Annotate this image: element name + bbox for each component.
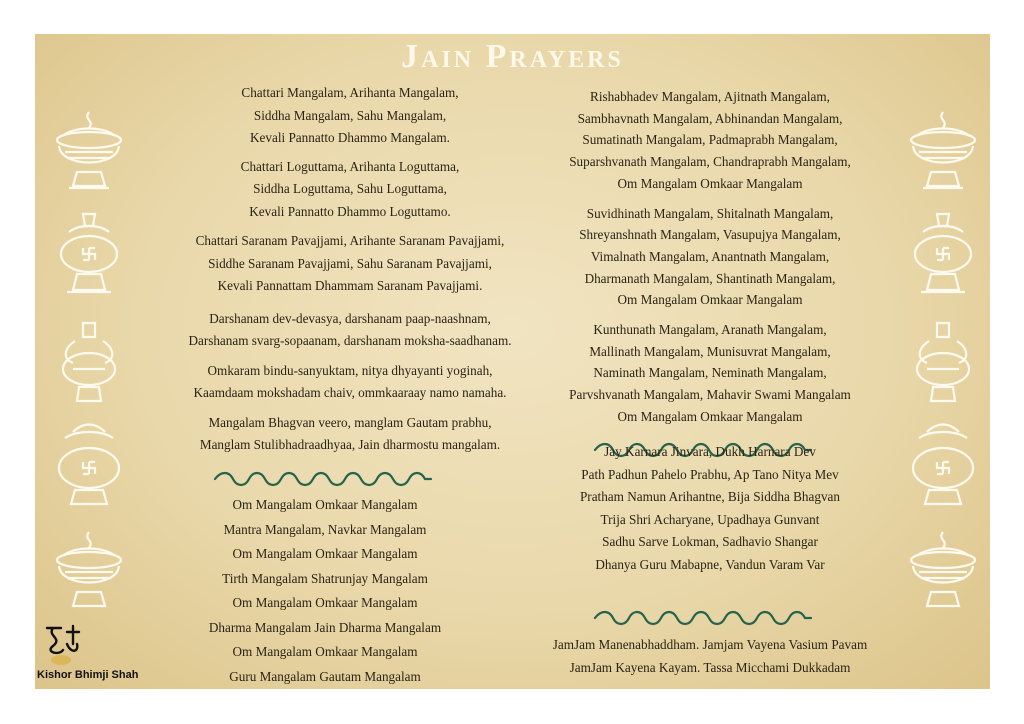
verse-line: Rishabhadev Mangalam, Ajitnath Mangalam, (590, 89, 830, 104)
verse-line: Chattari Saranam Pavajjami, Arihante Saranam Pavajjami, (195, 233, 505, 248)
kalash-swastika-icon (43, 210, 135, 298)
verse-line: Parvshvanath Mangalam, Mahavir Swami Mangalam (569, 387, 851, 403)
verse-line: Siddhe Saranam Pavajjami, Sahu Saranam Pavajjami, (208, 255, 492, 271)
page-title: Jain Prayers (401, 38, 624, 75)
verse-line: Kevali Pannattam Dhammam Saranam Pavajjami. (217, 278, 483, 293)
stanza (520, 203, 900, 312)
left-bottom-verses (160, 493, 490, 689)
verse-line: Siddha Loguttama, Sahu Loguttama, (253, 181, 447, 196)
verse-line: Naminath Mangalam, Neminath Mangalam, (593, 365, 827, 381)
verse-line: Om Mangalam Omkaar Mangalam (617, 175, 803, 191)
verse-line: Om Mangalam Omkaar Mangalam (232, 497, 418, 512)
stanza (140, 412, 560, 457)
kalash-swastika-icon (43, 422, 135, 510)
verse-line: Siddha Mangalam, Sahu Mangalam, (253, 107, 447, 123)
verse-line: Dharma Mangalam Jain Dharma Mangalam (208, 619, 442, 635)
verse-line: Mangalam Bhagvan veero, manglam Gautam prabhu, (208, 414, 492, 430)
right-top-stanzas (520, 86, 900, 428)
stanza (140, 230, 560, 298)
verse-line: Kevali Pannatto Dhammo Loguttamo. (249, 203, 451, 219)
verse-line: Vimalnath Mangalam, Anantnath Mangalam, (590, 248, 830, 264)
author-name: Kishor Bhimji Shah (37, 669, 139, 681)
kalash-swastika-icon (897, 422, 989, 510)
verse-line: Om Mangalam Omkaar Mangalam (232, 644, 418, 659)
prayer-sheet (35, 34, 990, 689)
verse-line: Sadhu Sarve Lokman, Sadhavio Shangar (602, 534, 818, 549)
verse-line: Darshanam svarg-sopaanam, darshanam moksha-saadhanam. (188, 333, 512, 348)
verse-line: Om Mangalam Omkaar Mangalam (232, 595, 418, 610)
verse-line: Jay Karnara Jinvara, Dukh Harnara Dev (604, 444, 816, 459)
ornament-divider-left (213, 471, 433, 487)
verse-line: Darshanam dev-devasya, darshanam paap-naashnam, (209, 310, 491, 326)
verse-line: Mallinath Mangalam, Munisuvrat Mangalam, (589, 343, 831, 359)
verse-line: Trija Shri Acharyane, Upadhaya Gunvant (600, 511, 820, 527)
verse-line: Kevali Pannatto Dhammo Mangalam. (250, 130, 450, 145)
verse-line: Kaamdaam mokshadam chaiv, ommkaaraay namo namaha. (193, 385, 507, 400)
verse-line: Omkaram bindu-sanyuktam, nitya dhyayanti yoginah, (207, 362, 493, 378)
stanza (520, 319, 900, 428)
vase-icon (43, 319, 135, 407)
kalash-urn-icon (43, 526, 135, 614)
verse-line: Mantra Mangalam, Navkar Mangalam (223, 521, 427, 537)
kalash-swastika-icon (897, 210, 989, 298)
verse-line: JamJam Manenabhaddham. Jamjam Vayena Vasium Pavam (552, 637, 868, 652)
verse-line: Dharmanath Mangalam, Shantinath Mangalam, (584, 270, 836, 286)
verse-line: Tirth Mangalam Shatrunjay Mangalam (222, 570, 428, 586)
verse-line: Shreyanshnath Mangalam, Vasupujya Mangalam, (579, 227, 841, 243)
ornament-divider-right-lower (593, 610, 813, 626)
stanza (520, 86, 900, 195)
right-final-verses (515, 634, 905, 679)
verse-line: Chattari Mangalam, Arihanta Mangalam, (241, 85, 459, 100)
right-bottom-verses (525, 441, 895, 576)
verse-line: Kunthunath Mangalam, Aranath Mangalam, (593, 322, 827, 338)
verse-line: Suvidhinath Mangalam, Shitalnath Mangalam, (586, 205, 834, 221)
verse-line: Suparshvanath Mangalam, Chandraprabh Mangalam, (569, 154, 851, 170)
verse-line: Guru Mangalam Gautam Mangalam (229, 668, 421, 684)
verse-line: Om Mangalam Omkaar Mangalam (232, 546, 418, 561)
stanza (140, 82, 560, 150)
verse-line: Pratham Namun Arihantne, Bija Siddha Bhagvan (579, 489, 841, 504)
kalash-urn-icon (43, 106, 135, 194)
verse-line: Sambhavnath Mangalam, Abhinandan Mangalam, (577, 110, 843, 126)
left-top-stanzas (140, 82, 560, 457)
verse-line: Om Mangalam Omkaar Mangalam (617, 292, 803, 308)
verse-line: Dhanya Guru Mabapne, Vandun Varam Var (595, 556, 825, 572)
verse-line: Manglam Stulibhadraadhyaa, Jain dharmostu mangalam. (199, 437, 501, 452)
verse-line: Path Padhun Pahelo Prabhu, Ap Tano Nitya Mev (581, 466, 839, 482)
kalash-urn-icon (897, 106, 989, 194)
vase-icon (897, 319, 989, 407)
stanza (140, 156, 560, 224)
stanza (140, 360, 560, 405)
verse-line: Chattari Loguttama, Arihanta Loguttama, (240, 158, 460, 174)
verse-line: Om Mangalam Omkaar Mangalam (617, 408, 803, 424)
verse-line: JamJam Kayena Kayam. Tassa Micchami Dukkadam (569, 659, 851, 675)
verse-line: Sumatinath Mangalam, Padmaprabh Mangalam, (582, 132, 838, 148)
stanza (140, 308, 560, 353)
kalash-urn-icon (897, 526, 989, 614)
